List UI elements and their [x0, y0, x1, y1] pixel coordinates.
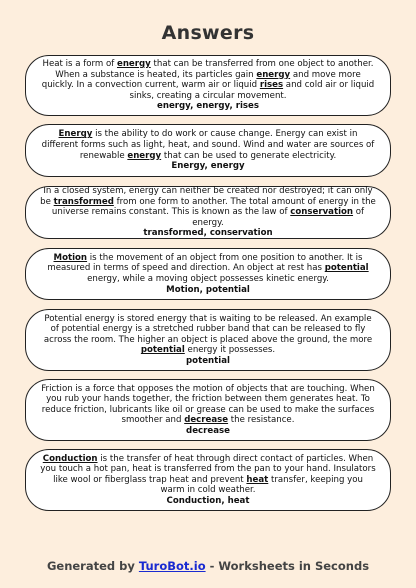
card-text: Energy is the ability to do work or cause change. Energy can exist in different forms such as light, heat, and sound. Wind and water are sources of renewable energy that can be used to generate electricity.	[41, 129, 375, 161]
keyword: potential	[324, 263, 369, 274]
card-text: Friction is a force that opposes the motion of objects that are touching. When you rub your hands together, the friction between them generates heat. To reduce friction, lubricants like oil or grease can be used to make the surfaces smoother and decrease the resistance.	[41, 383, 375, 426]
answer-card	[25, 248, 391, 300]
card-answer: energy, energy, rises	[157, 101, 259, 112]
footer	[0, 559, 416, 573]
card-text: In a closed system, energy can neither be created nor destroyed; it can only be transformed from one form to another. The total amount of energy in the universe remains constant. This is known as the law of conservation of energy.	[40, 186, 376, 228]
answer-card	[25, 449, 391, 511]
keyword: energy	[256, 69, 291, 80]
answer-card	[25, 309, 391, 371]
keyword: potential	[140, 345, 185, 356]
keyword: energy	[116, 59, 151, 70]
answer-card	[25, 55, 391, 116]
answer-card	[25, 124, 391, 177]
keyword: energy	[127, 150, 162, 161]
card-answer: Conduction, heat	[166, 495, 250, 506]
card-answer: transformed, conservation	[143, 228, 273, 239]
keyword: Energy	[58, 129, 93, 140]
footer-suffix: - Worksheets in Seconds	[205, 559, 370, 573]
answer-card	[25, 379, 391, 441]
card-text: Heat is a form of energy that can be transferred from one object to another. When a substance is heated, its particles gain energy and move more quickly. In a convection current, warm air or liquid rises and cold air or liquid sinks, creating a circular movement.	[41, 59, 375, 101]
keyword: transformed	[53, 196, 114, 207]
card-answer: Energy, energy	[171, 161, 245, 172]
card-text: Conduction is the transfer of heat through direct contact of particles. When you touch a hot pan, heat is transferred from the pan to your hand. Insulators like wool or fiberglass trap heat and prevent heat transfer, keeping you warm in cold weather.	[40, 453, 376, 496]
card-answer: Motion, potential	[166, 284, 250, 295]
keyword: Motion	[53, 252, 88, 263]
keyword: conservation	[290, 207, 354, 218]
answer-card	[25, 186, 391, 239]
footer-prefix: Generated by	[46, 559, 139, 573]
card-text: Potential energy is stored energy that is waiting to be released. An example of potential energy is a stretched rubber band that can be released to fly across the room. The higher an object is placed above the ground, the more potential energy it possesses.	[43, 313, 373, 356]
keyword: Conduction	[42, 453, 98, 464]
card-text: Motion is the movement of an object from one position to another. It is measured in terms of speed and direction. An object at rest has potential energy, while a moving object possesses kinetic energy.	[47, 252, 369, 284]
card-answer: decrease	[186, 425, 230, 436]
card-answer: potential	[186, 355, 230, 366]
keyword: heat	[246, 474, 269, 485]
page-title: Answers	[161, 22, 255, 44]
keyword: decrease	[184, 415, 229, 426]
keyword: rises	[259, 80, 284, 91]
turobot-link[interactable]: TuroBot.io	[138, 559, 206, 573]
